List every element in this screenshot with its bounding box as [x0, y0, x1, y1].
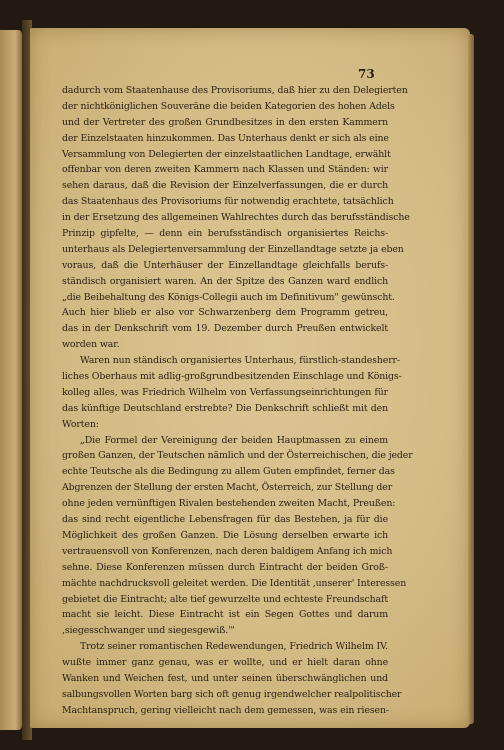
- text-line: Wanken und Weichen fest, und unter seinen überschwänglichen und: [62, 672, 388, 684]
- text-line: echte Teutsche als die Bedingung zu allem Guten empfindet, ferner das: [62, 466, 395, 478]
- text-line: gebietet die Eintracht; alte tief gewurzelte und echteste Freundschaft: [62, 593, 388, 605]
- text-line: das künftige Deutschland erstrebte? Die Denkschrift schließt mit den: [62, 402, 388, 414]
- text-line: liches Oberhaus mit adlig-großgrundbesitzenden Einschlage und Königs-: [62, 371, 402, 383]
- text-line: mächte nachdrucksvoll geleitet werden. Die Identität ‚unserer' Interessen: [62, 577, 407, 589]
- text-line: der nichtköniglichen Souveräne die beiden Kategorien des hohen Adels: [62, 100, 395, 112]
- text-line: Auch hier blieb er also vor Schwarzenberg dem Programm getreu,: [62, 307, 388, 319]
- text-line: und der Vertreter des großen Grundbesitzes in den ersten Kammern: [62, 116, 388, 128]
- previous-page-edge: [0, 30, 22, 730]
- text-line: wußte immer ganz genau, was er wollte, und er hielt daran ohne: [62, 657, 388, 669]
- page-stack-edge: [468, 34, 474, 724]
- text-line: ständisch organisiert waren. An der Spitze des Ganzen ward endlich: [62, 275, 388, 287]
- text-line: Waren nun ständisch organisiertes Unterhaus, fürstlich-standesherr-: [80, 355, 400, 367]
- text-line: macht sie leicht. Diese Eintracht ist ein Segen Gottes und darum: [62, 609, 388, 621]
- page-text: [62, 83, 413, 719]
- text-line: sehne. Diese Konferenzen müssen durch Eintracht der beiden Groß-: [62, 561, 388, 573]
- text-line: „die Beibehaltung des Königs-Collegii auch im Definitivum" gewünscht.: [62, 291, 395, 303]
- text-line: ohne jeden vernünftigen Rivalen bestehenden zweiten Macht, Preußen:: [62, 498, 396, 510]
- text-line: Prinzip gipfelte, — denn ein berufsständisch organisiertes Reichs-: [62, 228, 388, 240]
- text-line: Möglichkeit des großen Ganzen. Die Lösung derselben erwarte ich: [62, 529, 388, 541]
- text-line: das Staatenhaus des Provisoriums für notwendig erachtete, tatsächlich: [62, 196, 394, 208]
- text-line: das in der Denkschrift vom 19. Dezember durch Preußen entwickelt: [62, 323, 388, 335]
- text-line: Abgrenzen der Stellung der ersten Macht, Österreich, zur Stellung der: [62, 482, 393, 494]
- text-line: ‚siegesschwanger und siegesgewiß.'": [62, 625, 235, 637]
- text-line: kolleg alles, was Friedrich Wilhelm von Verfassungseinrichtungen für: [62, 386, 388, 398]
- text-line: Trotz seiner romantischen Redewendungen, Friedrich Wilhelm IV.: [80, 641, 388, 653]
- text-line: unterhaus als Delegiertenversammlung der Einzellandtage setzte ja eben: [62, 243, 404, 255]
- text-line: Worten:: [62, 418, 99, 430]
- text-line: Machtanspruch, gering vielleicht nach dem gemessen, was ein riesen-: [62, 704, 389, 716]
- text-line: offenbar von deren zweiten Kammern nach Klassen und Ständen: wir: [62, 164, 388, 176]
- text-line: großen Ganzen, der Teutschen nämlich und der Österreichischen, die jeder: [62, 450, 413, 462]
- text-line: voraus, daß die Unterhäuser der Einzellandtage gleichfalls berufs-: [62, 259, 388, 271]
- text-line: salbungsvollen Worten barg sich oft genug irgendwelcher realpolitischer: [62, 688, 402, 700]
- text-line: sehen daraus, daß die Revision der Einzelverfassungen, die er durch: [62, 180, 388, 192]
- text-line: das sind recht eigentliche Lebensfragen für das Bestehen, ja für die: [62, 514, 388, 526]
- text-line: „Die Formel der Vereinigung der beiden Hauptmassen zu einem: [80, 434, 388, 446]
- text-line: dadurch vom Staatenhause des Provisoriums, daß hier zu den Delegierten: [62, 85, 408, 96]
- text-line: in der Ersetzung des allgemeinen Wahlrechtes durch das berufsständische: [62, 212, 410, 224]
- text-line: der Einzelstaaten hinzukommen. Das Unterhaus denkt er sich als eine: [62, 132, 389, 144]
- text-line: worden war.: [62, 339, 120, 351]
- page-number: 73: [358, 67, 375, 81]
- text-line: Versammlung von Delegierten der einzelstaatlichen Landtage, erwählt: [62, 148, 391, 160]
- text-line: vertrauensvoll von Konferenzen, nach deren baldigem Anfang ich mich: [62, 545, 393, 557]
